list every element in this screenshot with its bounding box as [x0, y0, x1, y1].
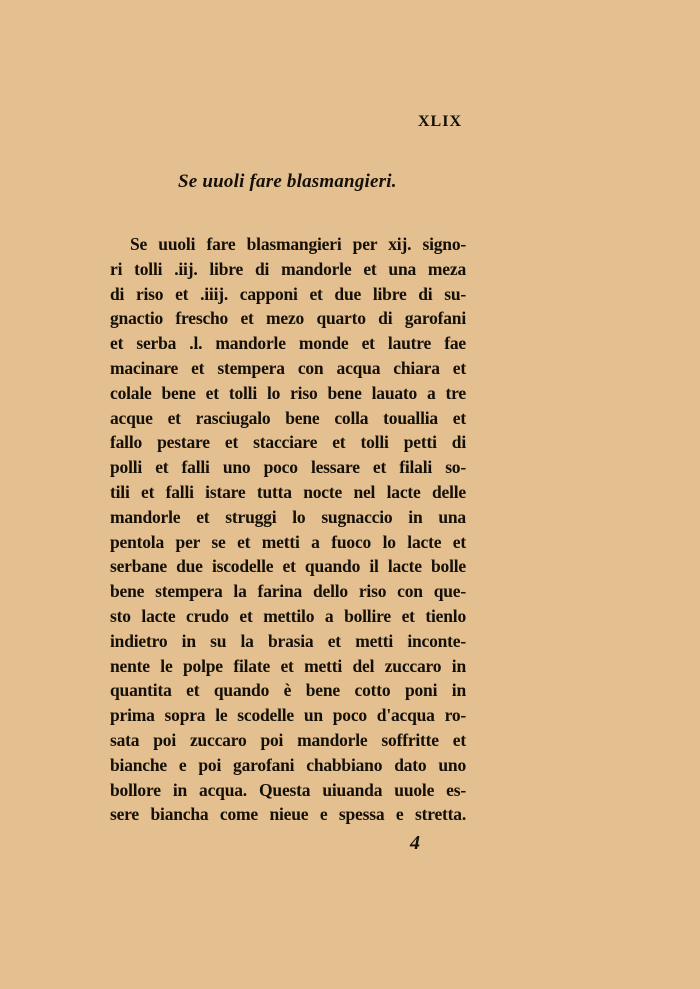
text-line: nente le polpe filate et metti del zuccaro in — [110, 655, 466, 676]
text-line: Se uuoli fare blasmangieri per xij. signo- — [130, 234, 466, 254]
text-line: bianche e poi garofani chabbiano dato uno — [110, 754, 466, 775]
text-line: gnactio frescho et mezo quarto di garofani — [110, 308, 466, 329]
text-line: pentola per se et metti a fuoco lo lacte et — [110, 531, 466, 552]
text-line: bene stempera la farina dello riso con que- — [110, 581, 466, 602]
text-line: tili et falli istare tutta nocte nel lacte delle — [110, 481, 466, 502]
recipe-text — [110, 232, 466, 827]
text-line: prima sopra le scodelle un poco d'acqua ro- — [110, 705, 466, 726]
text-line: sto lacte crudo et mettilo a bollire et tienlo — [110, 605, 466, 626]
text-line: polli et falli uno poco lessare et filali so- — [110, 457, 466, 478]
text-line: colale bene et tolli lo riso bene lauato a tre — [110, 382, 466, 403]
text-line: indietro in su la brasia et metti inconte- — [110, 630, 466, 651]
text-line: sere biancha come nieue e spessa e stretta. — [110, 804, 466, 825]
text-line: bollore in acqua. Questa uiuanda uuole es- — [110, 779, 466, 800]
text-line: et serba .l. mandorle monde et lautre fae — [110, 333, 466, 354]
text-line: ri tolli .iij. libre di mandorle et una meza — [110, 258, 466, 279]
text-line: serbane due iscodelle et quando il lacte bolle — [110, 556, 466, 577]
signature-mark: 4 — [410, 832, 420, 854]
text-line: quantita et quando è bene cotto poni in — [110, 680, 466, 701]
text-line: di riso et .iiij. capponi et due libre di su- — [110, 283, 466, 304]
page-number: XLIX — [418, 113, 463, 130]
text-line: mandorle et struggi lo sugnaccio in una — [110, 506, 466, 527]
text-line: macinare et stempera con acqua chiara et — [110, 357, 466, 378]
text-line: sata poi zuccaro poi mandorle soffritte et — [110, 729, 466, 750]
page-title: Se uuoli fare blasmangieri. — [178, 171, 397, 192]
text-line: acque et rasciugalo bene colla touallia et — [110, 407, 466, 428]
text-line: fallo pestare et stacciare et tolli petti di — [110, 432, 466, 453]
